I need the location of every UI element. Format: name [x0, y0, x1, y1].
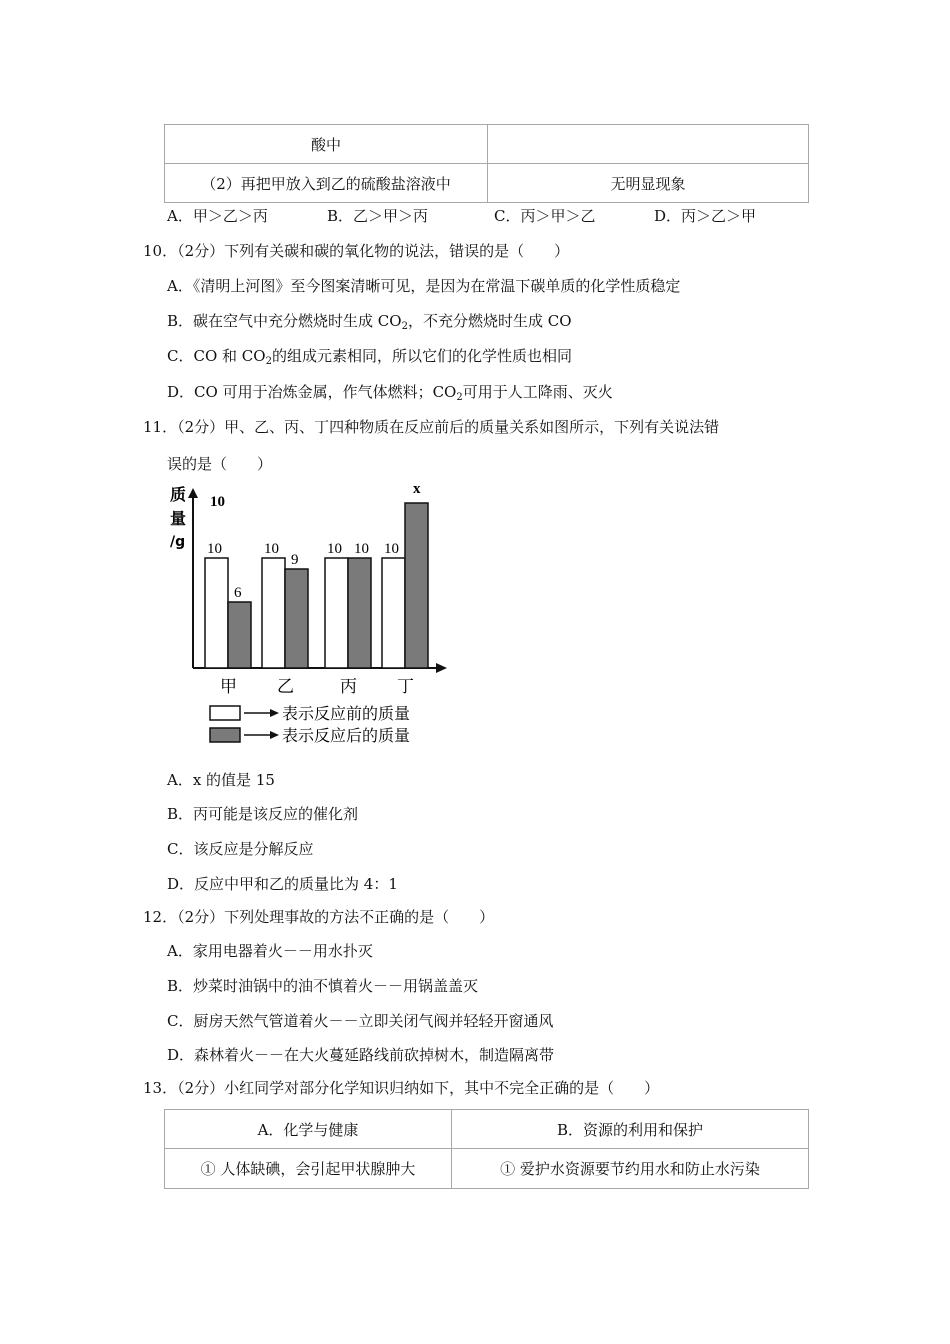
- q10-option-c-text: 的组成元素相同，所以它们的化学性质也相同: [271, 347, 572, 365]
- q13-table-header-b: B．资源的利用和保护: [452, 1110, 809, 1149]
- q9-option-a[interactable]: A．甲＞乙＞丙: [167, 207, 268, 225]
- chart-category-label: 甲: [220, 677, 237, 697]
- subscript: 2: [401, 321, 408, 332]
- q10-option-d-text: 可用于人工降雨、灭火: [462, 383, 613, 401]
- chart-bar-before: [262, 558, 285, 668]
- q9-table: [164, 124, 809, 203]
- chart-bar-after: [348, 558, 371, 668]
- legend-swatch: [210, 728, 240, 742]
- q10-option-a[interactable]: A．《清明上河图》至今图案清晰可见，是因为在常温下碳单质的化学性质稳定: [167, 277, 681, 295]
- q9-table-cell: （2）再把甲放入到乙的硫酸盐溶液中: [165, 164, 488, 203]
- chart-bar-before-label: 10: [327, 541, 342, 557]
- q11-option-c[interactable]: C．该反应是分解反应: [167, 840, 314, 858]
- legend-label: 表示反应后的质量: [282, 726, 411, 745]
- chart-bar-after-label: x: [413, 481, 421, 497]
- q10-option-d[interactable]: [167, 381, 613, 402]
- chart-category-label: 丁: [397, 677, 414, 697]
- chart-ylabel-char: /g: [170, 534, 186, 550]
- q11-option-b[interactable]: B．丙可能是该反应的催化剂: [167, 805, 359, 823]
- q10-option-b-text: ，不充分燃烧时生成 CO: [407, 312, 572, 330]
- q9-table-cell: 酸中: [165, 125, 488, 164]
- chart-bar-after: [228, 602, 251, 668]
- q12-option-c[interactable]: C．厨房天然气管道着火－－立即关闭气阀并轻轻开窗通风: [167, 1012, 554, 1030]
- chart-bar-after: [405, 503, 428, 668]
- q10-option-c[interactable]: [167, 345, 572, 366]
- q12-option-a[interactable]: A．家用电器着火－－用水扑灭: [167, 942, 373, 960]
- legend-arrow-head: [270, 709, 279, 717]
- q13-table-cell-b: ① 爱护水资源要节约用水和防止水污染: [452, 1149, 809, 1189]
- q10-option-b-text: B．碳在空气中充分燃烧时生成 CO: [167, 312, 402, 330]
- q9-option-b[interactable]: B．乙＞甲＞丙: [327, 207, 429, 225]
- chart-bar-before: [205, 558, 228, 668]
- q12-option-b[interactable]: B．炒菜时油锅中的油不慎着火－－用锅盖盖灭: [167, 977, 479, 995]
- chart-bar-after-label: 6: [234, 585, 242, 601]
- chart-x-axis-arrow: [436, 663, 447, 673]
- chart-bar-before: [325, 558, 348, 668]
- q10-option-d-text: D．CO 可用于冶炼金属，作气体燃料；CO: [167, 383, 457, 401]
- chart-ylabel-char: 质: [170, 485, 187, 504]
- subscript: 2: [265, 356, 272, 367]
- q13-table-header-a: A．化学与健康: [165, 1110, 452, 1149]
- q10-option-b[interactable]: [167, 310, 572, 331]
- q9-option-c[interactable]: C．丙＞甲＞乙: [494, 207, 596, 225]
- chart-bar-before-label: 10: [207, 541, 222, 557]
- q9-table-cell: [488, 125, 809, 164]
- q10-option-c-text: C．CO 和 CO: [167, 347, 266, 365]
- legend-swatch: [210, 706, 240, 720]
- chart-ylabel-char: 量: [170, 509, 187, 528]
- chart-category-label: 乙: [277, 677, 294, 697]
- chart-bar-after-label: 10: [354, 541, 369, 557]
- q11-stem-line1: 11．（2分）甲、乙、丙、丁四种物质在反应前后的质量关系如图所示，下列有关说法错: [143, 418, 720, 436]
- q13-table-cell-a: ① 人体缺碘，会引起甲状腺肿大: [165, 1149, 452, 1189]
- chart-bar-after: [285, 569, 308, 668]
- q12-option-d[interactable]: D．森林着火－－在大火蔓延路线前砍掉树木，制造隔离带: [167, 1046, 555, 1064]
- chart-bar-after-label: 9: [291, 552, 299, 568]
- q11-stem-line2: 误的是（ ）: [167, 455, 273, 473]
- subscript: 2: [456, 392, 463, 403]
- q13-table: [164, 1109, 809, 1189]
- q9-table-cell: 无明显现象: [488, 164, 809, 203]
- q11-option-d[interactable]: D．反应中甲和乙的质量比为 4：1: [167, 875, 398, 893]
- q11-bar-chart: [160, 480, 460, 750]
- chart-y-value-label: 10: [210, 494, 225, 510]
- chart-y-axis-arrow: [188, 488, 198, 498]
- q9-option-d[interactable]: D．丙＞乙＞甲: [654, 207, 757, 225]
- chart-bar-before: [382, 558, 405, 668]
- chart-category-label: 丙: [340, 677, 357, 697]
- chart-bar-before-label: 10: [384, 541, 399, 557]
- q11-option-a[interactable]: A．x 的值是 15: [167, 771, 275, 789]
- q13-stem: 13．（2分）小红同学对部分化学知识归纳如下，其中不完全正确的是（ ）: [143, 1079, 660, 1097]
- chart-bar-before-label: 10: [264, 541, 279, 557]
- q12-stem: 12．（2分）下列处理事故的方法不正确的是（ ）: [143, 908, 495, 926]
- legend-arrow-head: [270, 731, 279, 739]
- q10-stem: 10．（2分）下列有关碳和碳的氧化物的说法，错误的是（ ）: [143, 242, 570, 260]
- legend-label: 表示反应前的质量: [282, 704, 411, 723]
